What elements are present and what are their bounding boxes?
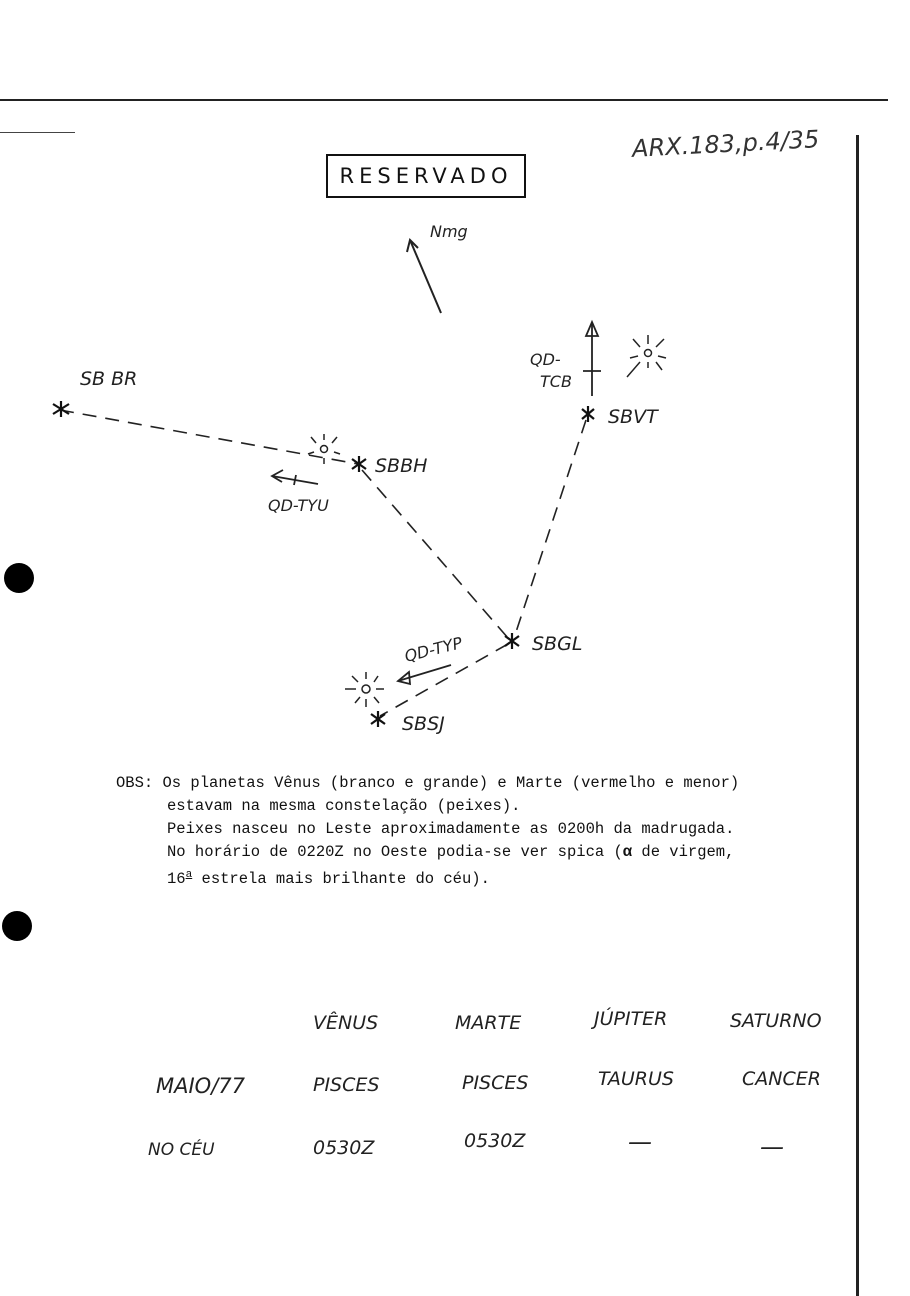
obs-line-4-a: No horário de 0220Z no Oeste podia-se ver spica ( <box>167 843 623 861</box>
north-label: Nmg <box>430 222 468 241</box>
obs-ordinal-suffix: a <box>185 869 193 881</box>
obs-line-5 <box>116 864 836 891</box>
archive-reference: ARX.183,p.4/35 <box>631 125 820 163</box>
station-label-sbbr: SB BR <box>80 368 138 390</box>
station-label-sbbh: SBBH <box>375 455 428 477</box>
link-sbvt-sbgl <box>516 420 586 632</box>
row-label-no-ceu: NO CÉU <box>148 1140 215 1160</box>
sighting-sbvt <box>627 335 666 377</box>
heading-arrow-tyu <box>272 470 318 485</box>
cell-jupiter-ceu: — <box>628 1128 652 1156</box>
cell-venus-ceu: 0530Z <box>313 1137 375 1159</box>
sighting-sbsj <box>345 672 384 707</box>
column-header-marte: MARTE <box>455 1012 522 1034</box>
column-header-jupiter: JÚPITER <box>594 1008 668 1030</box>
cell-venus-maio: PISCES <box>313 1074 380 1096</box>
obs-line-5-rest: estrela mais brilhante do céu). <box>192 870 490 889</box>
cell-saturno-maio: CANCER <box>742 1068 821 1090</box>
sbbr-marker <box>53 401 69 417</box>
north-arrow <box>407 240 441 313</box>
heading-label-tyu: QD-TYU <box>268 496 329 515</box>
station-label-sbgl: SBGL <box>532 633 583 655</box>
sighting-marks <box>308 335 666 707</box>
heading-label-typ: QD-TYP <box>402 633 465 666</box>
obs-line-3: Peixes nasceu no Leste aproximadamente as 0200h da madrugada. <box>167 820 735 838</box>
cell-marte-ceu: 0530Z <box>464 1130 526 1152</box>
heading-arrow-tcb <box>583 322 601 396</box>
obs-line-4 <box>116 841 836 864</box>
sbsj-marker <box>371 711 385 727</box>
cell-jupiter-maio: TAURUS <box>598 1068 674 1090</box>
column-header-saturno: SATURNO <box>730 1010 822 1032</box>
heading-label-tcb-line1: QD- <box>530 350 561 369</box>
obs-line-4-b: de virgem, <box>632 843 735 861</box>
punch-hole-lower <box>2 911 32 941</box>
link-sbbr-sbbh <box>60 410 358 464</box>
column-header-venus: VÊNUS <box>313 1012 379 1034</box>
link-sbbh-sbgl <box>362 470 508 638</box>
alpha-symbol: α <box>622 843 633 861</box>
observation-note <box>116 772 836 891</box>
obs-line-2: estavam na mesma constelação (peixes). <box>167 797 521 815</box>
row-label-maio77: MAIO/77 <box>156 1074 246 1098</box>
station-label-sbsj: SBSJ <box>402 713 445 735</box>
station-markers <box>53 401 594 727</box>
sbgl-marker <box>505 633 519 649</box>
obs-ordinal-number: 16 <box>167 870 186 889</box>
cell-marte-maio: PISCES <box>462 1072 529 1094</box>
classification-stamp: RESERVADO <box>326 154 526 198</box>
cell-saturno-ceu: — <box>760 1133 784 1161</box>
sbvt-marker <box>582 406 594 422</box>
obs-line-1: OBS: Os planetas Vênus (branco e grande) e Marte (vermelho e menor) <box>116 774 740 792</box>
station-label-sbvt: SBVT <box>608 406 658 428</box>
heading-label-tcb-line2: TCB <box>540 372 572 391</box>
